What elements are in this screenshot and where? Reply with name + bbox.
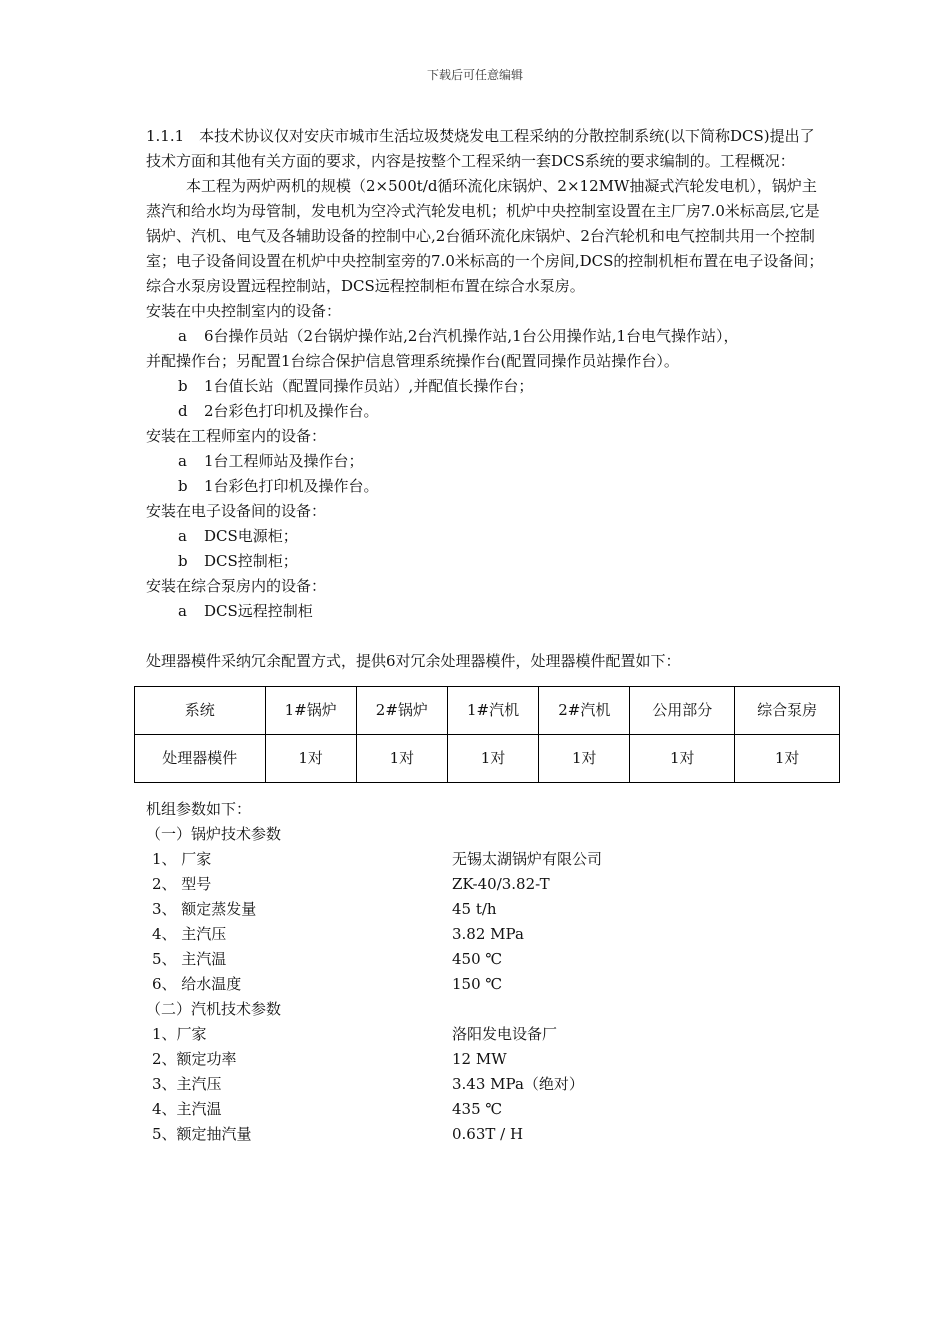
item-continuation: 并配操作台；另配置1台综合保护信息管理系统操作台(配置同操作员站操作台）。 bbox=[146, 352, 679, 370]
param-key: 4、 主汽压 bbox=[152, 925, 227, 943]
processor-intro: 处理器模件采纳冗余配置方式，提供6对冗余处理器模件，处理器模件配置如下： bbox=[146, 652, 681, 670]
param-row bbox=[146, 897, 826, 922]
item-mark: b bbox=[178, 552, 188, 570]
item-text: DCS远程控制柜 bbox=[204, 602, 313, 620]
item-text: 1台值长站（配置同操作员站）,并配值长操作台； bbox=[204, 377, 534, 395]
item-mark: a bbox=[178, 327, 187, 345]
list-item bbox=[146, 474, 826, 499]
param-key: 3、主汽压 bbox=[152, 1075, 222, 1093]
boiler-params-list bbox=[146, 847, 826, 997]
item-mark: a bbox=[178, 602, 187, 620]
turbine-params-list bbox=[146, 1022, 826, 1147]
param-value: 无锡太湖锅炉有限公司 bbox=[452, 850, 603, 868]
table-row bbox=[135, 735, 840, 783]
table-header-cell: 2#汽机 bbox=[539, 687, 630, 735]
param-key: 1、厂家 bbox=[152, 1025, 207, 1043]
param-value: ZK-40/3.82-T bbox=[452, 875, 550, 893]
item-text: 2台彩色打印机及操作台。 bbox=[204, 402, 379, 420]
item-mark: b bbox=[178, 377, 188, 395]
item-mark: a bbox=[178, 452, 187, 470]
item-mark: a bbox=[178, 527, 187, 545]
item-text: DCS电源柜； bbox=[204, 527, 298, 545]
item-text: DCS控制柜； bbox=[204, 552, 298, 570]
section-title: 安装在工程师室内的设备： bbox=[146, 427, 327, 445]
param-row bbox=[146, 872, 826, 897]
table-header-cell: 1#汽机 bbox=[447, 687, 538, 735]
param-key: 4、主汽温 bbox=[152, 1100, 222, 1118]
param-row bbox=[146, 847, 826, 872]
list-item bbox=[146, 374, 826, 399]
overview-paragraph: 本工程为两炉两机的规模（2×500t/d循环流化床锅炉、2×12MW抽凝式汽轮发电机），锅炉主蒸汽和给水均为母管制，发电机为空冷式汽轮发电机；机炉中央控制室设置在主厂房7.0米标高层,它是锅炉、汽机、电气及各辅助设备的控制中心,2台循环流化床锅炉、2台汽轮机和电气控制共用一个控制室；电子设备间设置在机炉中央控制室旁的7.0米标高的一个房间,DCS的控制机柜布置在电子设备间；综合水泵房设置远程控制站，DCS远程控制柜布置在综合水泵房。 bbox=[146, 177, 824, 295]
list-item bbox=[146, 324, 826, 349]
item-mark: d bbox=[178, 402, 188, 420]
param-value: 150 ℃ bbox=[452, 975, 503, 993]
table-cell: 1对 bbox=[447, 735, 538, 783]
table-cell: 处理器模件 bbox=[135, 735, 266, 783]
table-header-row bbox=[135, 687, 840, 735]
param-key: 2、 型号 bbox=[152, 875, 212, 893]
param-key: 6、 给水温度 bbox=[152, 975, 242, 993]
intro-paragraph: 1.1.1 本技术协议仅对安庆市城市生活垃圾焚烧发电工程采纳的分散控制系统(以下简称DCS)提出了技术方面和其他有关方面的要求，内容是按整个工程采纳一套DCS系统的要求编制的。工程概况： bbox=[146, 127, 815, 170]
param-value: 450 ℃ bbox=[452, 950, 503, 968]
param-row bbox=[146, 1072, 826, 1097]
processor-table bbox=[134, 686, 840, 783]
param-key: 3、 额定蒸发量 bbox=[152, 900, 257, 918]
param-key: 1、 厂家 bbox=[152, 850, 212, 868]
item-mark: b bbox=[178, 477, 188, 495]
table-cell: 1对 bbox=[735, 735, 840, 783]
param-key: 2、额定功率 bbox=[152, 1050, 237, 1068]
param-key: 5、 主汽温 bbox=[152, 950, 227, 968]
table-cell: 1对 bbox=[630, 735, 735, 783]
table-cell: 1对 bbox=[265, 735, 356, 783]
list-item bbox=[146, 599, 826, 624]
param-row bbox=[146, 1022, 826, 1047]
table-cell: 1对 bbox=[539, 735, 630, 783]
page-header: 下载后可任意编辑 bbox=[426, 68, 523, 82]
list-item bbox=[146, 399, 826, 424]
table-header-cell: 系统 bbox=[135, 687, 266, 735]
table-header-cell: 2#锅炉 bbox=[356, 687, 447, 735]
item-text: 1台彩色打印机及操作台。 bbox=[204, 477, 379, 495]
boiler-params-title: （一）锅炉技术参数 bbox=[146, 825, 282, 843]
param-value: 3.82 MPa bbox=[452, 925, 524, 943]
param-row bbox=[146, 1097, 826, 1122]
param-value: 435 ℃ bbox=[452, 1100, 503, 1118]
item-text: 1台工程师站及操作台； bbox=[204, 452, 364, 470]
list-item bbox=[146, 524, 826, 549]
table-header-cell: 综合泵房 bbox=[735, 687, 840, 735]
table-header-cell: 公用部分 bbox=[630, 687, 735, 735]
param-value: 45 t/h bbox=[452, 900, 497, 918]
param-key: 5、额定抽汽量 bbox=[152, 1125, 252, 1143]
param-value: 12 MW bbox=[452, 1050, 507, 1068]
param-row bbox=[146, 1047, 826, 1072]
param-row bbox=[146, 922, 826, 947]
item-text: 6台操作员站（2台锅炉操作站,2台汽机操作站,1台公用操作站,1台电气操作站）， bbox=[204, 327, 739, 345]
section-title: 安装在电子设备间的设备： bbox=[146, 502, 327, 520]
param-value: 洛阳发电设备厂 bbox=[452, 1025, 558, 1043]
document-body bbox=[146, 124, 826, 1147]
params-title: 机组参数如下： bbox=[146, 800, 252, 818]
section-title: 安装在中央控制室内的设备： bbox=[146, 302, 342, 320]
table-header-cell: 1#锅炉 bbox=[265, 687, 356, 735]
param-row bbox=[146, 947, 826, 972]
list-item bbox=[146, 449, 826, 474]
turbine-params-title: （二）汽机技术参数 bbox=[146, 1000, 282, 1018]
section-title: 安装在综合泵房内的设备： bbox=[146, 577, 327, 595]
table-cell: 1对 bbox=[356, 735, 447, 783]
param-row bbox=[146, 1122, 826, 1147]
param-value: 3.43 MPa（绝对） bbox=[452, 1075, 584, 1093]
list-item bbox=[146, 549, 826, 574]
param-row bbox=[146, 972, 826, 997]
param-value: 0.63T / H bbox=[452, 1125, 524, 1143]
